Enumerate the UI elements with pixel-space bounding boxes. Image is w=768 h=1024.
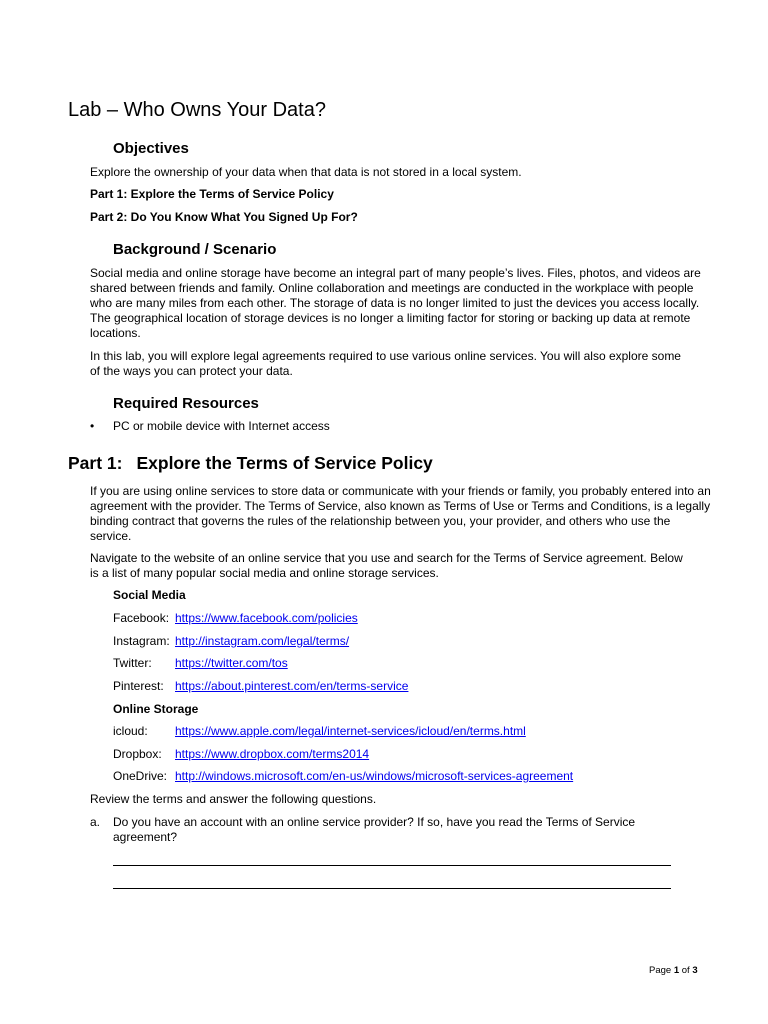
service-label: Dropbox: <box>113 747 162 761</box>
background-heading: Background / Scenario <box>113 241 277 258</box>
bullet-glyph: • <box>90 419 95 433</box>
review-instruction: Review the terms and answer the following questions. <box>90 792 377 806</box>
social-media-heading: Social Media <box>113 588 186 602</box>
resources-heading: Required Resources <box>113 395 259 412</box>
objective-part2: Part 2: Do You Know What You Signed Up For? <box>90 210 358 224</box>
social-link-twitter <box>113 656 288 671</box>
service-label: Facebook: <box>113 611 170 625</box>
answer-line-1[interactable] <box>113 865 671 866</box>
objectives-intro: Explore the ownership of your data when that data is not stored in a local system. <box>90 165 522 179</box>
page-word: Page <box>649 965 672 976</box>
objectives-heading: Objectives <box>113 140 189 157</box>
online-storage-heading: Online Storage <box>113 702 199 716</box>
service-label: icloud: <box>113 724 148 738</box>
dropbox-terms-link[interactable]: https://www.dropbox.com/terms2014 <box>175 747 370 761</box>
objective-part1: Part 1: Explore the Terms of Service Policy <box>90 187 334 201</box>
part1-heading-text: Explore the Terms of Service Policy <box>136 453 433 473</box>
storage-link-icloud <box>113 724 526 739</box>
service-label: Twitter: <box>113 656 152 670</box>
of-word: of <box>681 965 690 976</box>
service-label: OneDrive: <box>113 769 168 783</box>
question-text: Do you have an account with an online service provider? If so, have you read the Terms of Service agreement? <box>113 815 636 844</box>
question-a <box>90 815 690 845</box>
facebook-terms-link[interactable]: https://www.facebook.com/policies <box>175 611 358 625</box>
social-link-instagram <box>113 634 349 649</box>
resource-list-item <box>90 419 330 434</box>
twitter-terms-link[interactable]: https://twitter.com/tos <box>175 656 288 670</box>
page-title: Lab – Who Owns Your Data? <box>68 99 326 121</box>
background-paragraph-2: In this lab, you will explore legal agreements required to use various online services. You will also explore some of the ways you can protect your data. <box>90 349 681 378</box>
pinterest-terms-link[interactable]: https://about.pinterest.com/en/terms-service <box>175 679 409 693</box>
instagram-terms-link[interactable]: http://instagram.com/legal/terms/ <box>175 634 350 648</box>
question-letter: a. <box>90 815 101 829</box>
social-link-facebook <box>113 611 358 626</box>
storage-link-dropbox <box>113 747 369 762</box>
service-label: Pinterest: <box>113 679 164 693</box>
part1-heading <box>68 451 433 475</box>
total-pages-number: 3 <box>692 965 698 976</box>
storage-link-onedrive <box>113 769 573 784</box>
answer-line-2[interactable] <box>113 888 671 889</box>
service-label: Instagram: <box>113 634 170 648</box>
background-paragraph-1: Social media and online storage have become an integral part of many people’s lives. Files, photos, and videos are shared between friends and family. Online collaboration and meetings are conducted in the workplace with people who are many miles from each other. The storage of data is no longer limited to just the devices you access locally. The geographical location of storage devices is no longer a limiting factor for storing or backing up data at remote locations. <box>90 266 701 340</box>
page-footer <box>649 965 698 977</box>
part1-paragraph-2: Navigate to the website of an online service that you use and search for the Terms of Service agreement. Below is a list of many popular social media and online storage services. <box>90 551 683 580</box>
current-page-number: 1 <box>673 965 680 976</box>
social-link-pinterest <box>113 679 408 694</box>
part1-heading-number: Part 1: <box>68 453 123 473</box>
part1-paragraph-1: If you are using online services to store data or communicate with your friends or family, you probably entered into an agreement with the provider. The Terms of Service, also known as Terms of Use or Terms and Conditions, is a legally binding contract that governs the rules of the relationship between you, your provider, and others who use the service. <box>90 484 711 543</box>
resource-text: PC or mobile device with Internet access <box>113 419 330 433</box>
icloud-terms-link[interactable]: https://www.apple.com/legal/internet-services/icloud/en/terms.html <box>175 724 526 738</box>
onedrive-terms-link[interactable]: http://windows.microsoft.com/en-us/windows/microsoft-services-agreement <box>175 769 574 783</box>
